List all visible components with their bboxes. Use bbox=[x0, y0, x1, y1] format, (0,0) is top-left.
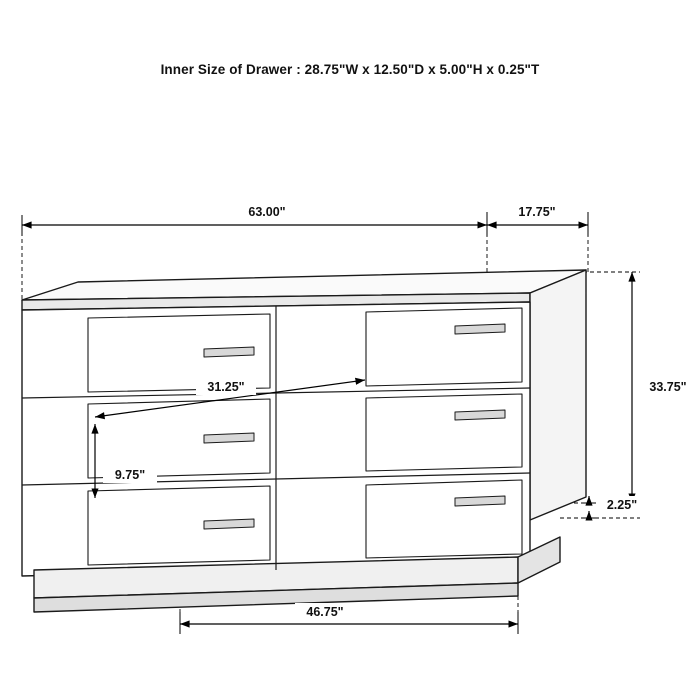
dimension-label-clearance: 2.25" bbox=[606, 498, 638, 512]
drawer-handle-bot-right bbox=[455, 496, 505, 506]
drawer-handle-mid-right bbox=[455, 410, 505, 420]
dimension-clearance bbox=[581, 496, 597, 518]
dimension-label-base-width: 46.75" bbox=[306, 605, 344, 619]
drawer-face-top-right bbox=[366, 308, 522, 386]
dimension-label-drawer-inner-width: 31.25" bbox=[207, 380, 245, 394]
dimension-label-drawer-inner-height: 9.75" bbox=[114, 468, 146, 482]
dresser-illustration bbox=[22, 270, 586, 612]
dresser-right-side bbox=[530, 270, 586, 520]
dimension-label-width: 63.00" bbox=[248, 205, 286, 219]
drawer-handle-bot-left bbox=[204, 519, 254, 529]
drawer-handle-top-left bbox=[204, 347, 254, 357]
drawer-face-mid-right bbox=[366, 394, 522, 471]
page-title: Inner Size of Drawer : 28.75"W x 12.50"D x 5.00"H x 0.25"T bbox=[160, 62, 540, 77]
dimension-label-depth: 17.75" bbox=[518, 205, 556, 219]
dimension-label-height: 33.75" bbox=[649, 380, 687, 394]
drawer-handle-mid-left bbox=[204, 433, 254, 443]
drawer-handle-top-right bbox=[455, 324, 505, 334]
drawer-face-bot-right bbox=[366, 480, 522, 558]
